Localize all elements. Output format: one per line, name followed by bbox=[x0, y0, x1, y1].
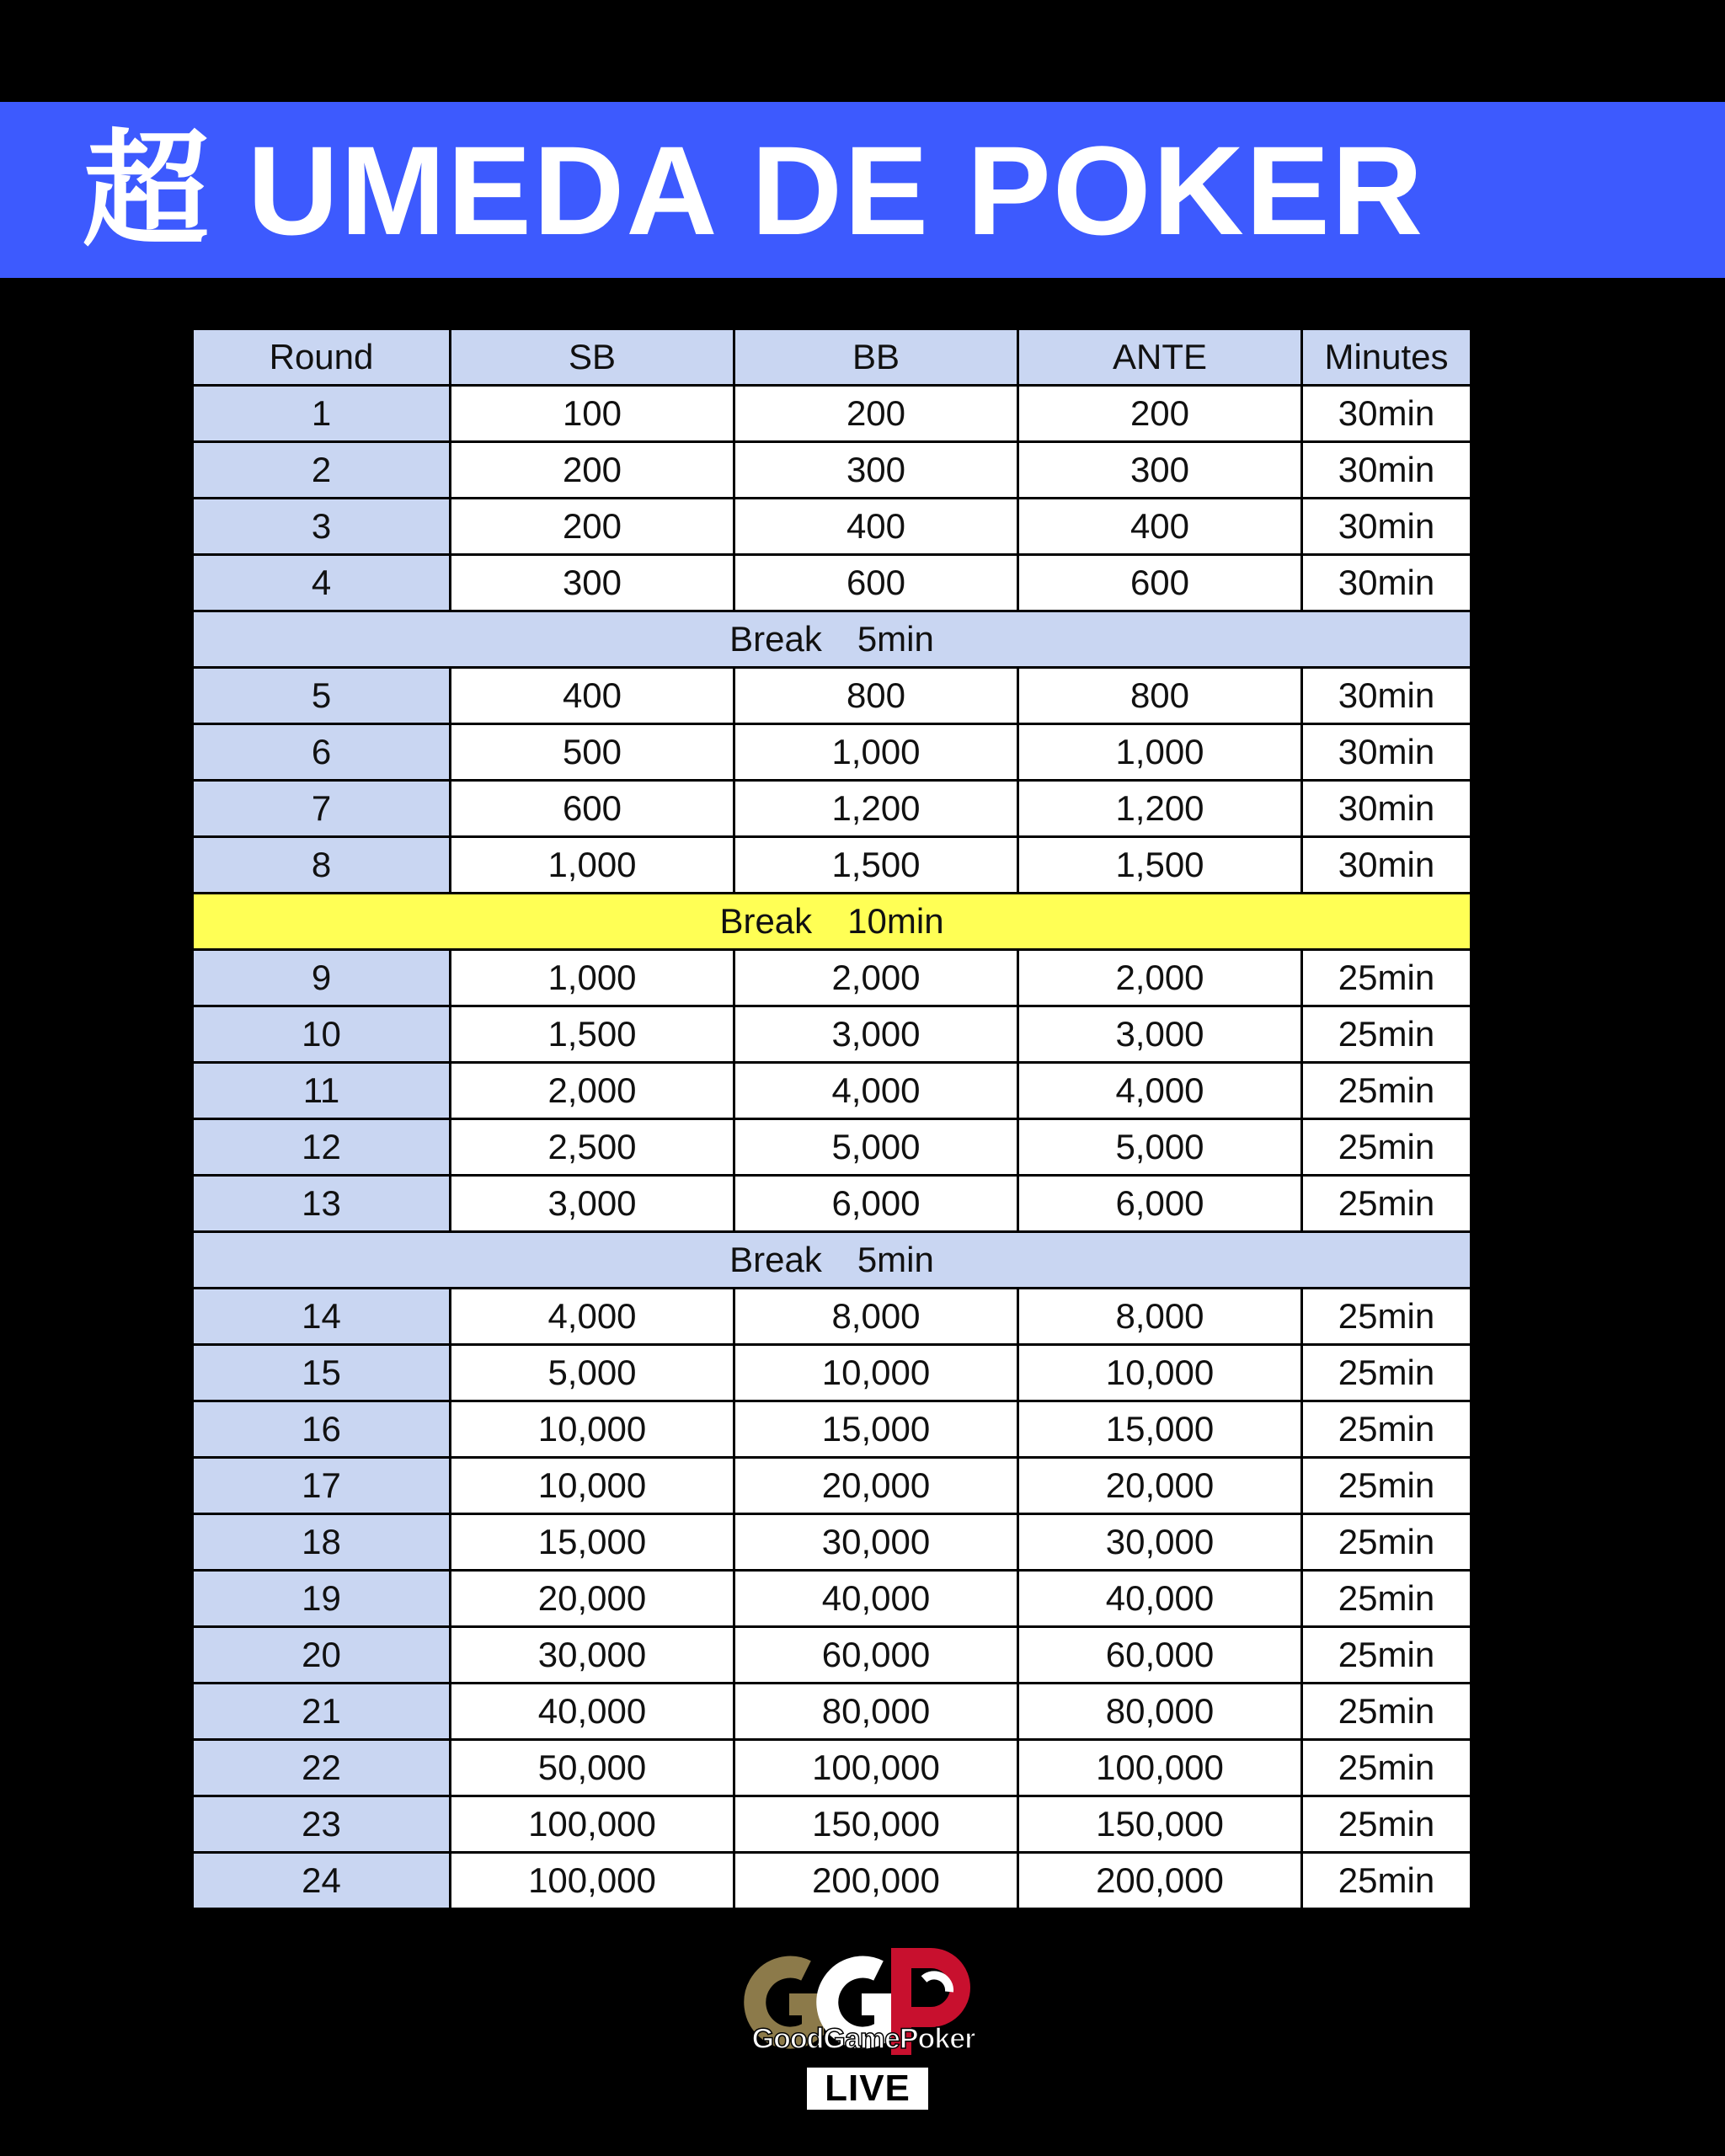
sb-cell: 100,000 bbox=[451, 1796, 734, 1853]
level-row bbox=[193, 1401, 1471, 1458]
sb-cell: 1,000 bbox=[451, 837, 734, 894]
bb-cell: 200,000 bbox=[734, 1853, 1018, 1909]
ante-cell: 600 bbox=[1018, 555, 1302, 611]
bb-cell: 40,000 bbox=[734, 1571, 1018, 1627]
ante-cell: 6,000 bbox=[1018, 1176, 1302, 1232]
ante-cell: 800 bbox=[1018, 668, 1302, 724]
round-cell: 2 bbox=[193, 442, 451, 499]
minutes-cell: 25min bbox=[1302, 1684, 1471, 1740]
ante-cell: 8,000 bbox=[1018, 1289, 1302, 1345]
page-title: 超 UMEDA DE POKER bbox=[83, 119, 1425, 261]
ante-cell: 20,000 bbox=[1018, 1458, 1302, 1514]
bb-cell: 1,200 bbox=[734, 781, 1018, 837]
level-row bbox=[193, 1514, 1471, 1571]
ante-cell: 2,000 bbox=[1018, 950, 1302, 1006]
ante-cell: 30,000 bbox=[1018, 1514, 1302, 1571]
bb-cell: 3,000 bbox=[734, 1006, 1018, 1063]
ante-cell: 4,000 bbox=[1018, 1063, 1302, 1119]
break-row bbox=[193, 1232, 1471, 1289]
ante-cell: 1,500 bbox=[1018, 837, 1302, 894]
round-cell: 11 bbox=[193, 1063, 451, 1119]
minutes-cell: 30min bbox=[1302, 555, 1471, 611]
minutes-cell: 25min bbox=[1302, 1458, 1471, 1514]
break-cell bbox=[193, 1232, 1471, 1289]
level-row bbox=[193, 1740, 1471, 1796]
round-cell: 3 bbox=[193, 499, 451, 555]
round-cell: 8 bbox=[193, 837, 451, 894]
bb-cell: 5,000 bbox=[734, 1119, 1018, 1176]
bb-cell: 200 bbox=[734, 386, 1018, 442]
level-row bbox=[193, 781, 1471, 837]
break-cell bbox=[193, 611, 1471, 668]
bb-cell: 6,000 bbox=[734, 1176, 1018, 1232]
minutes-cell: 25min bbox=[1302, 1796, 1471, 1853]
bb-cell: 100,000 bbox=[734, 1740, 1018, 1796]
logo-wordmark: GoodGamePoker bbox=[751, 2023, 975, 2055]
minutes-cell: 25min bbox=[1302, 1514, 1471, 1571]
round-cell: 9 bbox=[193, 950, 451, 1006]
round-cell: 19 bbox=[193, 1571, 451, 1627]
column-header-bb: BB bbox=[734, 329, 1018, 386]
minutes-cell: 25min bbox=[1302, 1289, 1471, 1345]
minutes-cell: 25min bbox=[1302, 950, 1471, 1006]
break-row bbox=[193, 894, 1471, 950]
minutes-cell: 25min bbox=[1302, 1627, 1471, 1684]
bb-cell: 15,000 bbox=[734, 1401, 1018, 1458]
minutes-cell: 30min bbox=[1302, 724, 1471, 781]
level-row bbox=[193, 668, 1471, 724]
minutes-cell: 25min bbox=[1302, 1119, 1471, 1176]
round-cell: 14 bbox=[193, 1289, 451, 1345]
break-label: Break bbox=[729, 619, 822, 659]
round-cell: 18 bbox=[193, 1514, 451, 1571]
round-cell: 10 bbox=[193, 1006, 451, 1063]
ante-cell: 5,000 bbox=[1018, 1119, 1302, 1176]
sb-cell: 10,000 bbox=[451, 1401, 734, 1458]
round-cell: 20 bbox=[193, 1627, 451, 1684]
bb-cell: 10,000 bbox=[734, 1345, 1018, 1401]
column-header-sb: SB bbox=[451, 329, 734, 386]
sb-cell: 20,000 bbox=[451, 1571, 734, 1627]
level-row bbox=[193, 1345, 1471, 1401]
blind-structure-table bbox=[191, 328, 1472, 1910]
round-cell: 1 bbox=[193, 386, 451, 442]
table-body bbox=[193, 386, 1471, 1909]
level-row bbox=[193, 555, 1471, 611]
ante-cell: 150,000 bbox=[1018, 1796, 1302, 1853]
round-cell: 24 bbox=[193, 1853, 451, 1909]
level-row bbox=[193, 1119, 1471, 1176]
ante-cell: 100,000 bbox=[1018, 1740, 1302, 1796]
round-cell: 12 bbox=[193, 1119, 451, 1176]
sb-cell: 50,000 bbox=[451, 1740, 734, 1796]
round-cell: 22 bbox=[193, 1740, 451, 1796]
minutes-cell: 25min bbox=[1302, 1853, 1471, 1909]
break-label: Break bbox=[729, 1240, 822, 1279]
ante-cell: 80,000 bbox=[1018, 1684, 1302, 1740]
level-row bbox=[193, 1006, 1471, 1063]
ante-cell: 400 bbox=[1018, 499, 1302, 555]
bb-cell: 1,500 bbox=[734, 837, 1018, 894]
column-header-round: Round bbox=[193, 329, 451, 386]
sb-cell: 1,000 bbox=[451, 950, 734, 1006]
sb-cell: 200 bbox=[451, 499, 734, 555]
bb-cell: 300 bbox=[734, 442, 1018, 499]
minutes-cell: 30min bbox=[1302, 668, 1471, 724]
sb-cell: 100 bbox=[451, 386, 734, 442]
level-row bbox=[193, 499, 1471, 555]
bb-cell: 1,000 bbox=[734, 724, 1018, 781]
level-row bbox=[193, 1571, 1471, 1627]
round-cell: 7 bbox=[193, 781, 451, 837]
round-cell: 17 bbox=[193, 1458, 451, 1514]
level-row bbox=[193, 1684, 1471, 1740]
round-cell: 6 bbox=[193, 724, 451, 781]
bb-cell: 600 bbox=[734, 555, 1018, 611]
level-row bbox=[193, 386, 1471, 442]
ante-cell: 3,000 bbox=[1018, 1006, 1302, 1063]
break-row bbox=[193, 611, 1471, 668]
minutes-cell: 25min bbox=[1302, 1063, 1471, 1119]
ante-cell: 300 bbox=[1018, 442, 1302, 499]
minutes-cell: 25min bbox=[1302, 1571, 1471, 1627]
minutes-cell: 30min bbox=[1302, 386, 1471, 442]
level-row bbox=[193, 950, 1471, 1006]
level-row bbox=[193, 442, 1471, 499]
sb-cell: 5,000 bbox=[451, 1345, 734, 1401]
bb-cell: 20,000 bbox=[734, 1458, 1018, 1514]
level-row bbox=[193, 1063, 1471, 1119]
sb-cell: 4,000 bbox=[451, 1289, 734, 1345]
column-header-minutes: Minutes bbox=[1302, 329, 1471, 386]
minutes-cell: 25min bbox=[1302, 1006, 1471, 1063]
sb-cell: 1,500 bbox=[451, 1006, 734, 1063]
minutes-cell: 30min bbox=[1302, 837, 1471, 894]
minutes-cell: 25min bbox=[1302, 1401, 1471, 1458]
ante-cell: 1,000 bbox=[1018, 724, 1302, 781]
sb-cell: 200 bbox=[451, 442, 734, 499]
bb-cell: 8,000 bbox=[734, 1289, 1018, 1345]
sb-cell: 100,000 bbox=[451, 1853, 734, 1909]
break-duration: 5min bbox=[857, 1240, 934, 1279]
level-row bbox=[193, 1176, 1471, 1232]
sb-cell: 400 bbox=[451, 668, 734, 724]
break-duration: 10min bbox=[847, 901, 944, 941]
bb-cell: 2,000 bbox=[734, 950, 1018, 1006]
table-header-row bbox=[193, 329, 1471, 386]
live-badge: LIVE bbox=[804, 2065, 931, 2112]
round-cell: 23 bbox=[193, 1796, 451, 1853]
ante-cell: 200,000 bbox=[1018, 1853, 1302, 1909]
round-cell: 5 bbox=[193, 668, 451, 724]
round-cell: 15 bbox=[193, 1345, 451, 1401]
sb-cell: 600 bbox=[451, 781, 734, 837]
ante-cell: 200 bbox=[1018, 386, 1302, 442]
sb-cell: 3,000 bbox=[451, 1176, 734, 1232]
round-cell: 21 bbox=[193, 1684, 451, 1740]
bb-cell: 150,000 bbox=[734, 1796, 1018, 1853]
sb-cell: 500 bbox=[451, 724, 734, 781]
ante-cell: 1,200 bbox=[1018, 781, 1302, 837]
ante-cell: 10,000 bbox=[1018, 1345, 1302, 1401]
title-banner bbox=[0, 102, 1725, 278]
minutes-cell: 25min bbox=[1302, 1176, 1471, 1232]
level-row bbox=[193, 1627, 1471, 1684]
sb-cell: 300 bbox=[451, 555, 734, 611]
level-row bbox=[193, 837, 1471, 894]
sb-cell: 2,500 bbox=[451, 1119, 734, 1176]
bb-cell: 30,000 bbox=[734, 1514, 1018, 1571]
round-cell: 16 bbox=[193, 1401, 451, 1458]
round-cell: 4 bbox=[193, 555, 451, 611]
minutes-cell: 30min bbox=[1302, 781, 1471, 837]
sb-cell: 40,000 bbox=[451, 1684, 734, 1740]
break-cell bbox=[193, 894, 1471, 950]
column-header-ante: ANTE bbox=[1018, 329, 1302, 386]
break-duration: 5min bbox=[857, 619, 934, 659]
sb-cell: 2,000 bbox=[451, 1063, 734, 1119]
level-row bbox=[193, 1853, 1471, 1909]
bb-cell: 80,000 bbox=[734, 1684, 1018, 1740]
level-row bbox=[193, 1289, 1471, 1345]
minutes-cell: 30min bbox=[1302, 499, 1471, 555]
bb-cell: 800 bbox=[734, 668, 1018, 724]
sb-cell: 30,000 bbox=[451, 1627, 734, 1684]
ante-cell: 40,000 bbox=[1018, 1571, 1302, 1627]
round-cell: 13 bbox=[193, 1176, 451, 1232]
minutes-cell: 25min bbox=[1302, 1345, 1471, 1401]
sb-cell: 10,000 bbox=[451, 1458, 734, 1514]
ante-cell: 60,000 bbox=[1018, 1627, 1302, 1684]
minutes-cell: 25min bbox=[1302, 1740, 1471, 1796]
bb-cell: 60,000 bbox=[734, 1627, 1018, 1684]
minutes-cell: 30min bbox=[1302, 442, 1471, 499]
sb-cell: 15,000 bbox=[451, 1514, 734, 1571]
ante-cell: 15,000 bbox=[1018, 1401, 1302, 1458]
bb-cell: 400 bbox=[734, 499, 1018, 555]
level-row bbox=[193, 1458, 1471, 1514]
bb-cell: 4,000 bbox=[734, 1063, 1018, 1119]
level-row bbox=[193, 724, 1471, 781]
break-label: Break bbox=[719, 901, 813, 941]
level-row bbox=[193, 1796, 1471, 1853]
